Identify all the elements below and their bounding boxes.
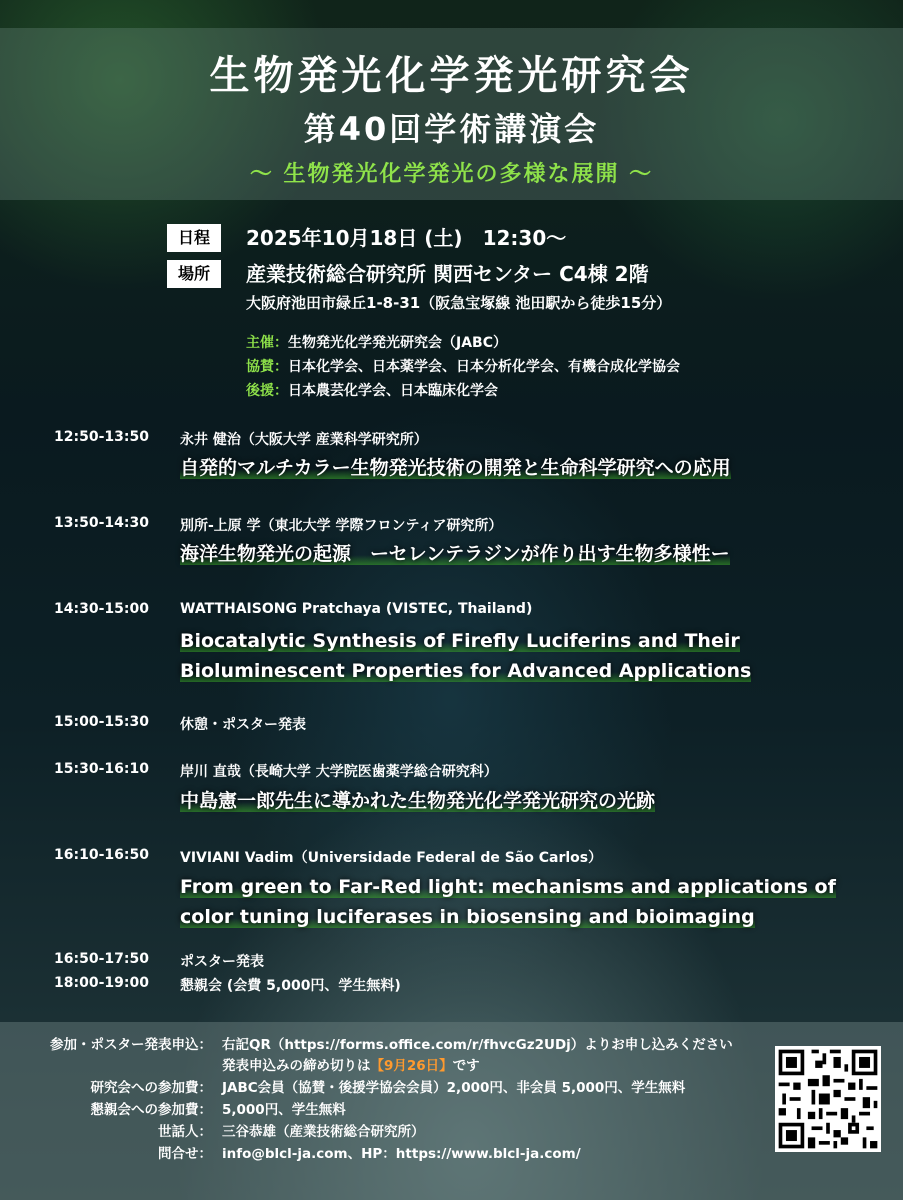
- party-fee-value: 5,000円、学生無料: [222, 1102, 346, 1118]
- talk-title-line: 中島憲一郎先生に導かれた生物発光化学発光研究の光跡: [180, 790, 656, 812]
- host-value: 三谷恭雄（産業技術総合研究所）: [222, 1124, 425, 1140]
- program-speaker: 岸川 直哉（長崎大学 大学院医歯薬学総合研究科）: [180, 764, 498, 780]
- deadline-prefix: 発表申込みの締め切りは: [222, 1058, 371, 1074]
- program-talk-title: [180, 453, 731, 483]
- talk-title-line: color tuning luciferases in biosensing and bioimaging: [180, 906, 755, 928]
- deadline-date: 【9月26日】: [370, 1058, 453, 1074]
- program-time: 16:50-17:50: [54, 951, 149, 967]
- program-speaker: 永井 健治（大阪大学 産業科学研究所）: [180, 432, 428, 448]
- program-speaker: VIVIANI Vadim（Universidade Federal de São Carlos）: [180, 850, 603, 866]
- program-time: 15:30-16:10: [54, 761, 149, 777]
- contact-value: info@blcl-ja.com、HP：https://www.blcl-ja.com/: [222, 1146, 581, 1162]
- talk-title-line: 海洋生物発光の起源 ーセレンテラジンが作り出す生物多様性ー: [180, 543, 730, 565]
- program-talk-title: [180, 539, 730, 569]
- talk-title-line: 自発的マルチカラー生物発光技術の開発と生命科学研究への応用: [180, 457, 731, 479]
- organizer-key: 協賛：: [246, 359, 288, 375]
- apply-label: 参加・ポスター発表申込：: [50, 1037, 212, 1053]
- program-time: 12:50-13:50: [54, 429, 149, 445]
- program-talk-title: [180, 626, 751, 686]
- talk-title-line: Biocatalytic Synthesis of Firefly Luciferins and Their: [180, 630, 740, 652]
- talk-title-line: From green to Far-Red light: mechanisms and applications of: [180, 876, 836, 898]
- program-talk-title: [180, 872, 836, 932]
- deadline-line: [222, 1054, 480, 1074]
- program-speaker: WATTHAISONG Pratchaya (VISTEC, Thailand): [180, 601, 533, 617]
- organizer-key: 後援：: [246, 383, 288, 399]
- program-talk-title: [180, 786, 655, 816]
- event-date: 2025年10月18日 (土) 12:30〜: [246, 226, 567, 250]
- program-time: 18:00-19:00: [54, 975, 149, 991]
- program-speaker: ポスター発表: [180, 954, 264, 970]
- page-title: 生物発光化学発光研究会: [209, 53, 694, 99]
- page-subtitle: 第40回学術講演会: [303, 110, 600, 148]
- organizer-sponsor: [246, 356, 680, 376]
- program-time: 16:10-16:50: [54, 847, 149, 863]
- contact-label: 問合せ：: [158, 1146, 212, 1162]
- program-speaker: 懇親会 (会費 5,000円、学生無料): [180, 978, 401, 994]
- program-time: 15:00-15:30: [54, 714, 149, 730]
- qr-code-icon[interactable]: [775, 1046, 881, 1152]
- qr-code-graphic: [775, 1046, 881, 1152]
- fee-value: JABC会員（協賛・後援学協会会員）2,000円、非会員 5,000円、学生無料: [222, 1080, 686, 1096]
- program-speaker: 別所-上原 学（東北大学 学際フロンティア研究所）: [180, 518, 503, 534]
- program-time: 13:50-14:30: [54, 515, 149, 531]
- program-time: 14:30-15:00: [54, 601, 149, 617]
- organizer-support: [246, 380, 498, 400]
- fee-label: 研究会への参加費：: [90, 1080, 212, 1096]
- tagline: 〜 生物発光化学発光の多様な展開 〜: [249, 162, 654, 187]
- organizer-host: [246, 332, 507, 352]
- organizer-key: 主催：: [246, 335, 288, 351]
- host-label: 世話人：: [158, 1124, 212, 1140]
- date-tag: 日程: [167, 224, 221, 252]
- talk-title-line: Bioluminescent Properties for Advanced Applications: [180, 660, 752, 682]
- organizer-value: 生物発光化学発光研究会（JABC）: [288, 335, 507, 351]
- organizer-value: 日本化学会、日本薬学会、日本分析化学会、有機合成化学協会: [288, 359, 680, 375]
- deadline-suffix: です: [452, 1058, 480, 1074]
- event-address: 大阪府池田市緑丘1-8-31（阪急宝塚線 池田駅から徒歩15分）: [246, 294, 672, 312]
- event-venue: 産業技術総合研究所 関西センター C4棟 2階: [246, 262, 649, 286]
- program-speaker: 休憩・ポスター発表: [180, 717, 306, 733]
- venue-tag: 場所: [167, 260, 221, 288]
- party-fee-label: 懇親会への参加費：: [90, 1102, 212, 1118]
- apply-value: 右記QR（https://forms.office.com/r/fhvcGz2UDj）よりお申し込みください: [222, 1037, 733, 1053]
- organizer-value: 日本農芸化学会、日本臨床化学会: [288, 383, 498, 399]
